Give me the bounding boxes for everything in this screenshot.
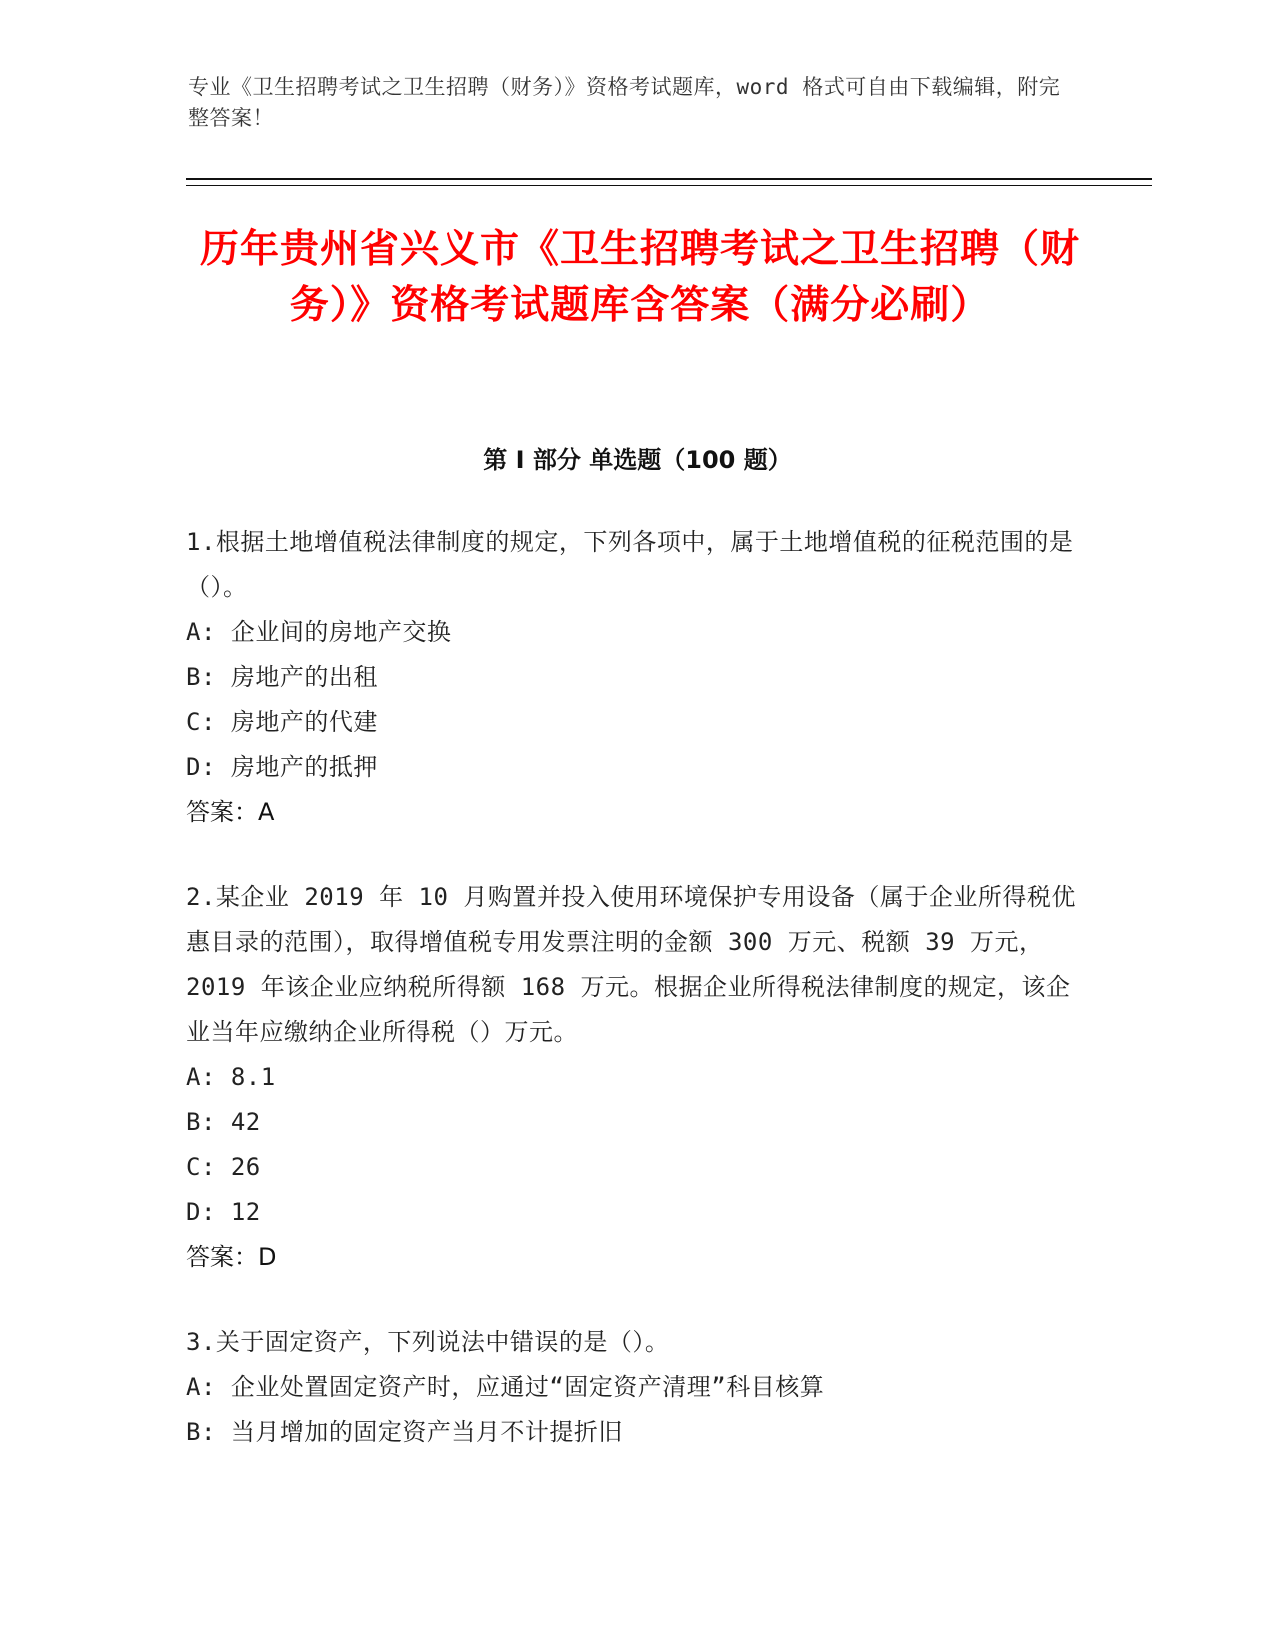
answer-line: 答案：A	[186, 798, 275, 826]
option-a: A: 企业间的房地产交换	[186, 618, 452, 646]
header-note: 专业《卫生招聘考试之卫生招聘（财务）》资格考试题库，word 格式可自由下载编辑，附完整答案！	[188, 75, 1061, 130]
question-stem: 3.关于固定资产，下列说法中错误的是（）。	[186, 1328, 670, 1356]
question-stem: 2.某企业 2019 年 10 月购置并投入使用环境保护专用设备（属于企业所得税优惠目录的范围），取得增值税专用发票注明的金额 300 万元、税额 39 万元，2019 年该企业应纳税所得额 168 万元。根据企业所得税法律制度的规定，该企业当年应缴纳企业所得税（）万元。	[186, 883, 1076, 1046]
option-b: B: 当月增加的固定资产当月不计提折旧	[186, 1418, 623, 1446]
question-1	[186, 520, 1086, 835]
option-c: C: 房地产的代建	[186, 708, 378, 736]
option-b: B: 42	[186, 1108, 261, 1136]
option-d: D: 12	[186, 1198, 261, 1226]
question-2	[186, 875, 1086, 1280]
question-stem: 1.根据土地增值税法律制度的规定，下列各项中，属于土地增值税的征税范围的是（）。	[186, 528, 1074, 601]
header-divider-thin	[186, 185, 1152, 186]
question-3	[186, 1320, 1086, 1455]
option-a: A: 8.1	[186, 1063, 276, 1091]
option-d: D: 房地产的抵押	[186, 753, 378, 781]
option-c: C: 26	[186, 1153, 261, 1181]
section-heading: 第 I 部分 单选题（100 题）	[483, 446, 792, 474]
header-divider-thick	[186, 178, 1152, 180]
document-title: 历年贵州省兴义市《卫生招聘考试之卫生招聘（财务）》资格考试题库含答案（满分必刷）	[199, 227, 1080, 328]
question-list	[186, 520, 1086, 1495]
option-a: A: 企业处置固定资产时，应通过“固定资产清理”科目核算	[186, 1373, 825, 1401]
option-b: B: 房地产的出租	[186, 663, 378, 691]
answer-line: 答案：D	[186, 1243, 277, 1271]
